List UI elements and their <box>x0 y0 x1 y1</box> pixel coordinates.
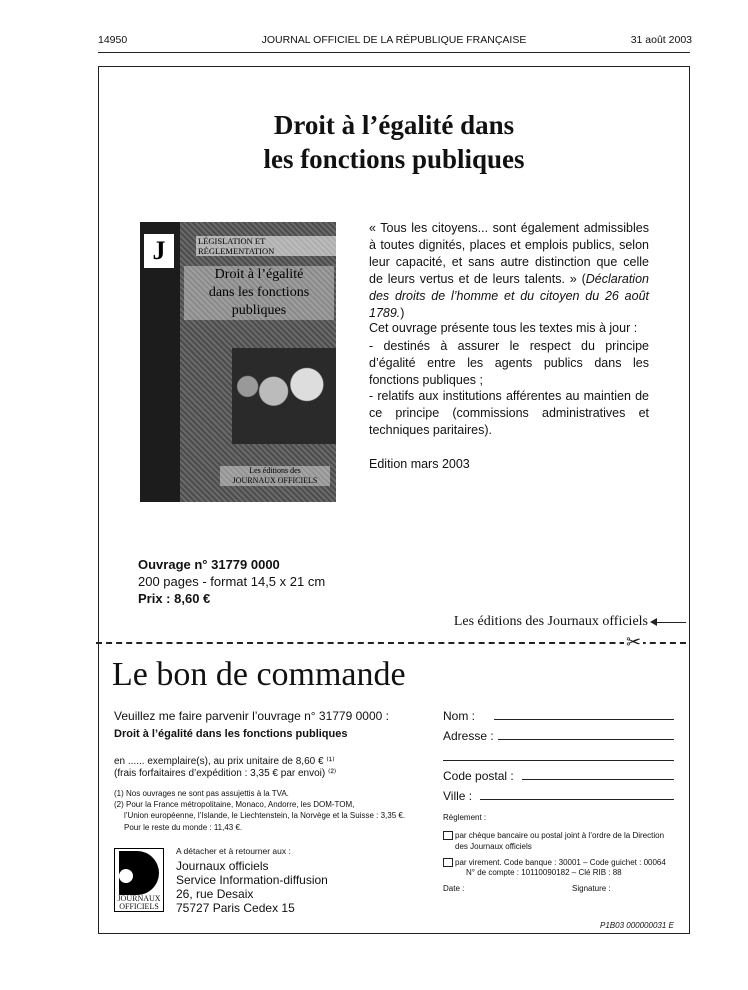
cheque-checkbox[interactable] <box>443 831 453 840</box>
note-1: (1) Nos ouvrages ne sont pas assujettis à la TVA. <box>114 789 289 798</box>
header-rule <box>98 52 690 53</box>
quantity-line[interactable]: en ...... exemplaire(s), au prix unitaire de 8,60 € ⁽¹⁾ <box>114 756 335 767</box>
city-label: Ville : <box>443 789 473 803</box>
cover-logo: J <box>144 234 174 268</box>
address-field-line2[interactable] <box>443 760 674 761</box>
order-book-title: Droit à l’égalité dans les fonctions publiques <box>114 728 348 740</box>
logo-text <box>115 895 163 911</box>
postal-code-label: Code postal : <box>443 769 514 783</box>
address-line2: Service Information-diffusion <box>176 873 328 887</box>
note-2a: (2) Pour la France métropolitaine, Monaco, Andorre, les DOM-TOM, <box>114 800 355 809</box>
product-price: Prix : 8,60 € <box>138 591 211 606</box>
ad-title-line1: Droit à l’égalité dans <box>273 110 515 140</box>
product-format: 200 pages - format 14,5 x 21 cm <box>138 574 326 589</box>
reference-code: P1B03 000000031 E <box>600 921 674 930</box>
logo-text-line2: OFFICIELS <box>119 902 159 911</box>
quote-text: « Tous les citoyens... sont également admissibles à toutes dignités, places et emplois publics, selon leur capacité, et sans autre distinction que celle de leurs vertus et de leurs talents. » ( <box>369 221 649 286</box>
cover-title <box>184 266 334 320</box>
cover-title-line2: dans les fonctions <box>208 285 310 300</box>
cover-publisher-line1: Les éditions des <box>249 466 301 475</box>
cover-photo <box>232 348 336 444</box>
point-2: - relatifs aux institutions afférentes au maintien de ce principe (commissions administratives et techniques paritaires). <box>369 389 649 437</box>
journaux-officiels-logo <box>114 848 164 912</box>
quote-paragraph <box>369 220 649 322</box>
bank-account: N° de compte : 10110090182 – Clé RIB : 88 <box>466 868 622 877</box>
payment-heading: Règlement : <box>443 813 487 822</box>
note-2b: l’Union européenne, l’Islande, le Liechtenstein, la Norvège et la Suisse : 3,35 €. <box>124 811 406 820</box>
address-label: Adresse : <box>443 729 494 743</box>
intro-text: Cet ouvrage présente tous les textes mis à jour : <box>369 321 638 335</box>
header-date: 31 août 2003 <box>630 34 692 46</box>
payment-option-transfer: par virement. Code banque : 30001 – Code guichet : 00064 <box>455 858 666 867</box>
name-field[interactable] <box>494 719 674 720</box>
order-request: Veuillez me faire parvenir l’ouvrage n° 31779 0000 : <box>114 709 389 723</box>
ad-title-line2: les fonctions publiques <box>263 144 525 174</box>
edition-date: Edition mars 2003 <box>369 457 470 471</box>
shipping-line: (frais forfaitaires d’expédition : 3,35 € par envoi) ⁽²⁾ <box>114 768 337 779</box>
arrow-icon <box>652 622 686 623</box>
note-2c: Pour le reste du monde : 11,43 €. <box>124 823 243 832</box>
book-cover <box>140 222 336 502</box>
return-label: A détacher et à retourner aux : <box>176 846 291 856</box>
cover-publisher <box>220 466 330 486</box>
cover-title-line3: publiques <box>231 303 287 318</box>
transfer-checkbox[interactable] <box>443 858 453 867</box>
editions-label: Les éditions des Journaux officiels <box>453 614 648 629</box>
address-line1: Journaux officiels <box>176 859 269 873</box>
point-1: - destinés à assurer le respect du principe d’égalité entre les agents publics dans les fonctions publiques ; <box>369 339 649 387</box>
logo-mark-notch <box>119 869 133 883</box>
page-number: 14950 <box>98 34 128 46</box>
address-line4: 75727 Paris Cedex 15 <box>176 901 295 915</box>
name-label: Nom : <box>443 709 476 723</box>
logo-text-line1: JOURNAUX <box>117 894 161 903</box>
payment-option-cheque: par chèque bancaire ou postal joint à l’ordre de la Direction des Journaux officiels <box>455 831 665 851</box>
address-field[interactable] <box>498 739 674 740</box>
product-number: Ouvrage n° 31779 0000 <box>138 557 280 572</box>
scissors-icon: ✂ <box>626 632 642 652</box>
postal-code-field[interactable] <box>522 779 674 780</box>
cover-series: LÉGISLATION ET RÉGLEMENTATION <box>196 236 336 256</box>
signature-label: Signature : <box>572 884 611 893</box>
journal-title: JOURNAL OFFICIEL DE LA RÉPUBLIQUE FRANÇAISE <box>261 34 527 46</box>
quote-end: ) <box>400 306 405 320</box>
address-line3: 26, rue Desaix <box>176 887 254 901</box>
cover-title-line1: Droit à l’égalité <box>214 267 304 282</box>
order-heading: Le bon de commande <box>112 656 406 693</box>
city-field[interactable] <box>480 799 674 800</box>
cut-line <box>96 642 686 644</box>
date-label: Date : <box>443 884 465 893</box>
cover-publisher-line2: JOURNAUX OFFICIELS <box>232 476 318 485</box>
quote-source: Déclaration des droits de l’homme et du citoyen du 26 août 1789. <box>369 272 649 320</box>
